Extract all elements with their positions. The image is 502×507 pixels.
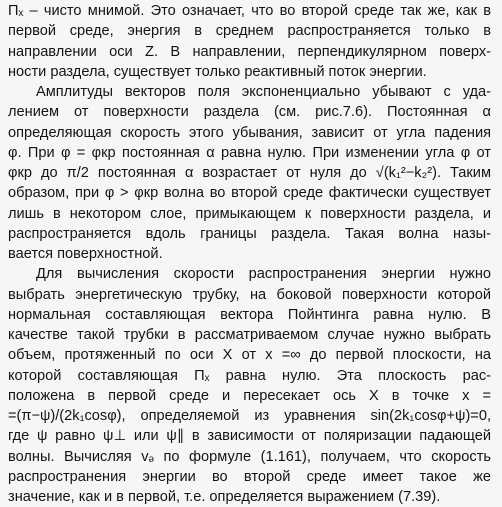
text-line: φ. При φ = φкр постоянная α равна нулю. При изменении угла φ от xyxy=(8,144,491,161)
text-line: которой составляющая Пₓ равна нулю. Эта плоскость рас- xyxy=(8,367,491,384)
text-line: =(π−ψ)/(2k₁cosφ), определяемой из уравнения sin(2k₁cosφ+ψ)=0, xyxy=(8,408,491,424)
text-line: ности раздела, существует только реактивный поток энергии. xyxy=(8,63,427,80)
text-line: Для вычисления скорости распространения энергии нужно xyxy=(36,266,491,283)
text-line: выбрать энергетическую трубку, на боковой поверхности которой xyxy=(8,286,491,303)
text-line: положена в первой среде и пересекает ось X в точке x = xyxy=(8,387,491,404)
text-line: где ψ равно ψ⊥ или ψ∥ в зависимости от поляризации падающей xyxy=(8,428,491,445)
text-line: распространяется вдоль границы раздела. Такая волна назы- xyxy=(8,225,491,242)
text-line: первой среде, энергия в среднем распространяется только в xyxy=(8,23,491,40)
text-line: распространения энергии во второй среде имеет такое же xyxy=(8,468,491,485)
text-line: вается поверхностной. xyxy=(8,246,163,262)
text-line: образом, при φ > φкр волна во второй среде фактически существует xyxy=(8,185,491,202)
text-line: качестве такой трубки в рассматриваемом случае нужно выбрать xyxy=(8,327,491,343)
text-line: нормальная составляющая вектора Пойнтинга равна нулю. В xyxy=(8,306,491,323)
paragraph-2 xyxy=(8,82,491,264)
text-line: Амплитуды векторов поля экспоненциально убывают с уда- xyxy=(36,84,491,100)
text-line: определяющая скорость этого убывания, зависит от угла падения xyxy=(8,124,491,141)
text-line: Пₓ – чисто мнимой. Это означает, что во второй среде так же, как в xyxy=(8,3,491,19)
paragraph-3 xyxy=(8,264,491,507)
text-line: направлении оси Z. В направлении, перпендикулярном поверх- xyxy=(8,43,491,60)
text-line: волны. Вычисляя vₔ по формуле (1.161), получаем, что скорость xyxy=(8,448,491,465)
text-line: объем, протяженный по оси X от x =∞ до первой плоскости, на xyxy=(8,347,491,364)
paragraph-1 xyxy=(8,1,491,82)
text-line: значение, как и в первой, т.е. определяется выражением (7.39). xyxy=(8,489,441,505)
text-line: лишь в некотором слое, примыкающем к поверхности раздела, и xyxy=(8,205,491,222)
text-line: лением от поверхности раздела (см. рис.7.6). Постоянная α xyxy=(8,104,491,121)
text-line: φкр до π/2 постоянная α возрастает от нуля до √(k₁²−k₂²). Таким xyxy=(8,165,491,181)
